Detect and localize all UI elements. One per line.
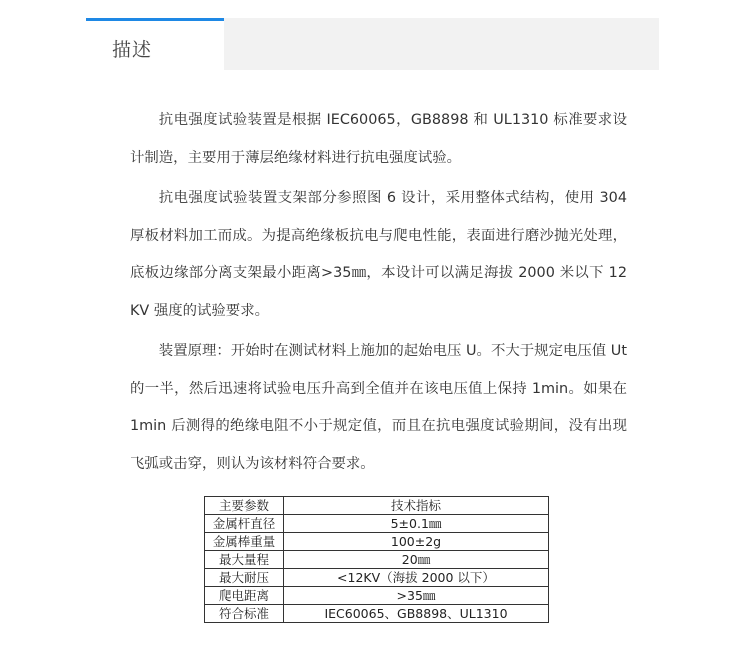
table-cell-value: >35㎜ xyxy=(284,587,549,605)
description-paragraph: 抗电强度试验装置支架部分参照图 6 设计，采用整体式结构，使用 304 厚板材料加工而成。为提高绝缘板抗电与爬电性能，表面进行磨沙抛光处理，底板边缘部分离支架最小距离>35㎜，本设计可以满足海拔 2000 米以下 12 KV 强度的试验要求。 xyxy=(130,190,627,319)
table-row xyxy=(205,551,549,569)
table-row xyxy=(205,533,549,551)
spec-table xyxy=(204,496,549,623)
description-paragraph: 装置原理：开始时在测试材料上施加的起始电压 U。不大于规定电压值 Ut 的一半，然后迅速将试验电压升高到全值并在该电压值上保持 1min。如果在 1min 后测得的绝缘电阻不小于规定值，而且在抗电强度试验期间，没有出现飞弧或击穿，则认为该材料符合要求。 xyxy=(130,343,627,472)
table-cell-param: 金属棒重量 xyxy=(205,533,284,551)
table-cell-param: 金属杆直径 xyxy=(205,515,284,533)
table-row xyxy=(205,587,549,605)
table-header-cell: 技术指标 xyxy=(284,497,549,515)
tab-description[interactable] xyxy=(86,18,224,70)
table-row xyxy=(205,569,549,587)
table-row xyxy=(205,515,549,533)
table-cell-value: IEC60065、GB8898、UL1310 xyxy=(284,605,549,623)
table-header-cell: 主要参数 xyxy=(205,497,284,515)
table-cell-param: 爬电距离 xyxy=(205,587,284,605)
tab-description-label: 描述 xyxy=(112,39,153,61)
table-cell-value: 5±0.1㎜ xyxy=(284,515,549,533)
table-cell-param: 最大量程 xyxy=(205,551,284,569)
table-header-row xyxy=(205,497,549,515)
table-cell-value: 100±2g xyxy=(284,533,549,551)
table-cell-value: <12KV（海拔 2000 以下） xyxy=(284,569,549,587)
table-cell-param: 最大耐压 xyxy=(205,569,284,587)
table-row xyxy=(205,605,549,623)
table-cell-value: 20㎜ xyxy=(284,551,549,569)
tab-bar xyxy=(86,18,659,70)
description-paragraph: 抗电强度试验装置是根据 IEC60065，GB8898 和 UL1310 标准要求设计制造，主要用于薄层绝缘材料进行抗电强度试验。 xyxy=(130,112,627,166)
table-cell-param: 符合标准 xyxy=(205,605,284,623)
description-content xyxy=(130,102,627,486)
